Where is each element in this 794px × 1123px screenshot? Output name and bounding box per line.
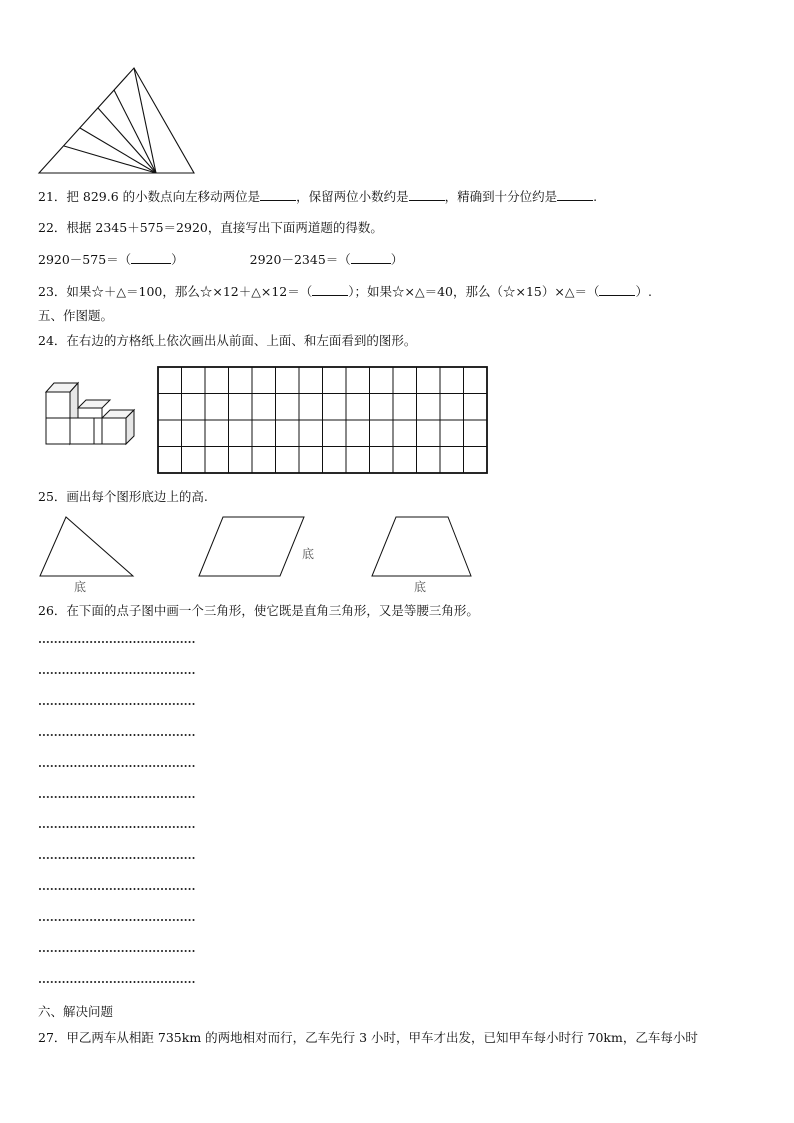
cube-stack-figure bbox=[44, 380, 136, 450]
triangle-shape[interactable] bbox=[38, 515, 136, 579]
section-5-heading: 五、作图题。 bbox=[38, 308, 114, 323]
question-21 bbox=[38, 188, 597, 205]
question-22-text: 22．根据 2345＋575＝2920，直接写出下面两道题的得数。 bbox=[38, 220, 383, 235]
question-21-text: ，保留两位小数约是 bbox=[296, 189, 409, 204]
question-22 bbox=[38, 220, 383, 236]
answer-blank[interactable] bbox=[351, 251, 391, 264]
answer-blank[interactable] bbox=[260, 188, 296, 201]
question-23-text: ）；如果☆×△＝40，那么（☆×15）×△＝（ bbox=[348, 284, 600, 299]
question-24-text: 24．在右边的方格纸上依次画出从前面、上面、和左面看到的图形。 bbox=[38, 333, 417, 348]
equation-2: 2920－2345＝（ bbox=[249, 252, 351, 267]
answer-blank[interactable] bbox=[409, 188, 445, 201]
question-21-text: . bbox=[593, 189, 598, 204]
dot-row[interactable] bbox=[38, 702, 196, 706]
equation-1-end: ） bbox=[171, 252, 184, 267]
answer-blank[interactable] bbox=[312, 283, 348, 296]
dot-row[interactable] bbox=[38, 671, 196, 675]
question-23-text: 23．如果☆＋△＝100，那么☆×12＋△×12＝（ bbox=[38, 284, 313, 299]
question-25 bbox=[38, 489, 208, 505]
base-label-trapezoid: 底 bbox=[414, 580, 427, 594]
question-26-text: 26．在下面的点子图中画一个三角形，使它既是直角三角形，又是等腰三角形。 bbox=[38, 603, 479, 618]
question-27 bbox=[38, 1030, 698, 1046]
section-6-heading: 六、解决问题 bbox=[38, 1004, 114, 1019]
question-23-text: ）. bbox=[635, 284, 652, 299]
question-24 bbox=[38, 333, 416, 349]
question-25-text: 25．画出每个图形底边上的高. bbox=[38, 489, 208, 504]
dot-row[interactable] bbox=[38, 764, 196, 768]
base-label-triangle: 底 bbox=[74, 580, 87, 594]
parallelogram-shape[interactable] bbox=[196, 515, 308, 579]
answer-blank[interactable] bbox=[557, 188, 593, 201]
dot-row[interactable] bbox=[38, 825, 196, 829]
question-21-text: ，精确到十分位约是 bbox=[444, 189, 558, 204]
dot-row[interactable] bbox=[38, 733, 196, 737]
question-22-equations bbox=[38, 251, 403, 268]
grid-paper[interactable] bbox=[157, 366, 489, 474]
dot-row[interactable] bbox=[38, 980, 196, 984]
answer-blank[interactable] bbox=[599, 283, 635, 296]
equation-1: 2920－575＝（ bbox=[38, 252, 132, 267]
equation-2-end: ） bbox=[390, 252, 404, 267]
question-27-text: 27．甲乙两车从相距 735km 的两地相对而行，乙车先行 3 小时，甲车才出发，已知甲车每小时行 70km，乙车每小时 bbox=[38, 1030, 698, 1045]
dot-row[interactable] bbox=[38, 640, 196, 644]
dot-row[interactable] bbox=[38, 918, 196, 922]
question-21-text: 21．把 829.6 的小数点向左移动两位是 bbox=[38, 189, 261, 204]
answer-blank[interactable] bbox=[131, 251, 171, 264]
dot-row[interactable] bbox=[38, 887, 196, 891]
fan-triangle-figure bbox=[36, 62, 206, 178]
trapezoid-shape[interactable] bbox=[370, 515, 474, 579]
question-23 bbox=[38, 283, 652, 300]
dot-row[interactable] bbox=[38, 949, 196, 953]
base-label-parallelogram: 底 bbox=[302, 547, 315, 561]
question-26 bbox=[38, 603, 479, 619]
dot-row[interactable] bbox=[38, 795, 196, 799]
dot-row[interactable] bbox=[38, 856, 196, 860]
